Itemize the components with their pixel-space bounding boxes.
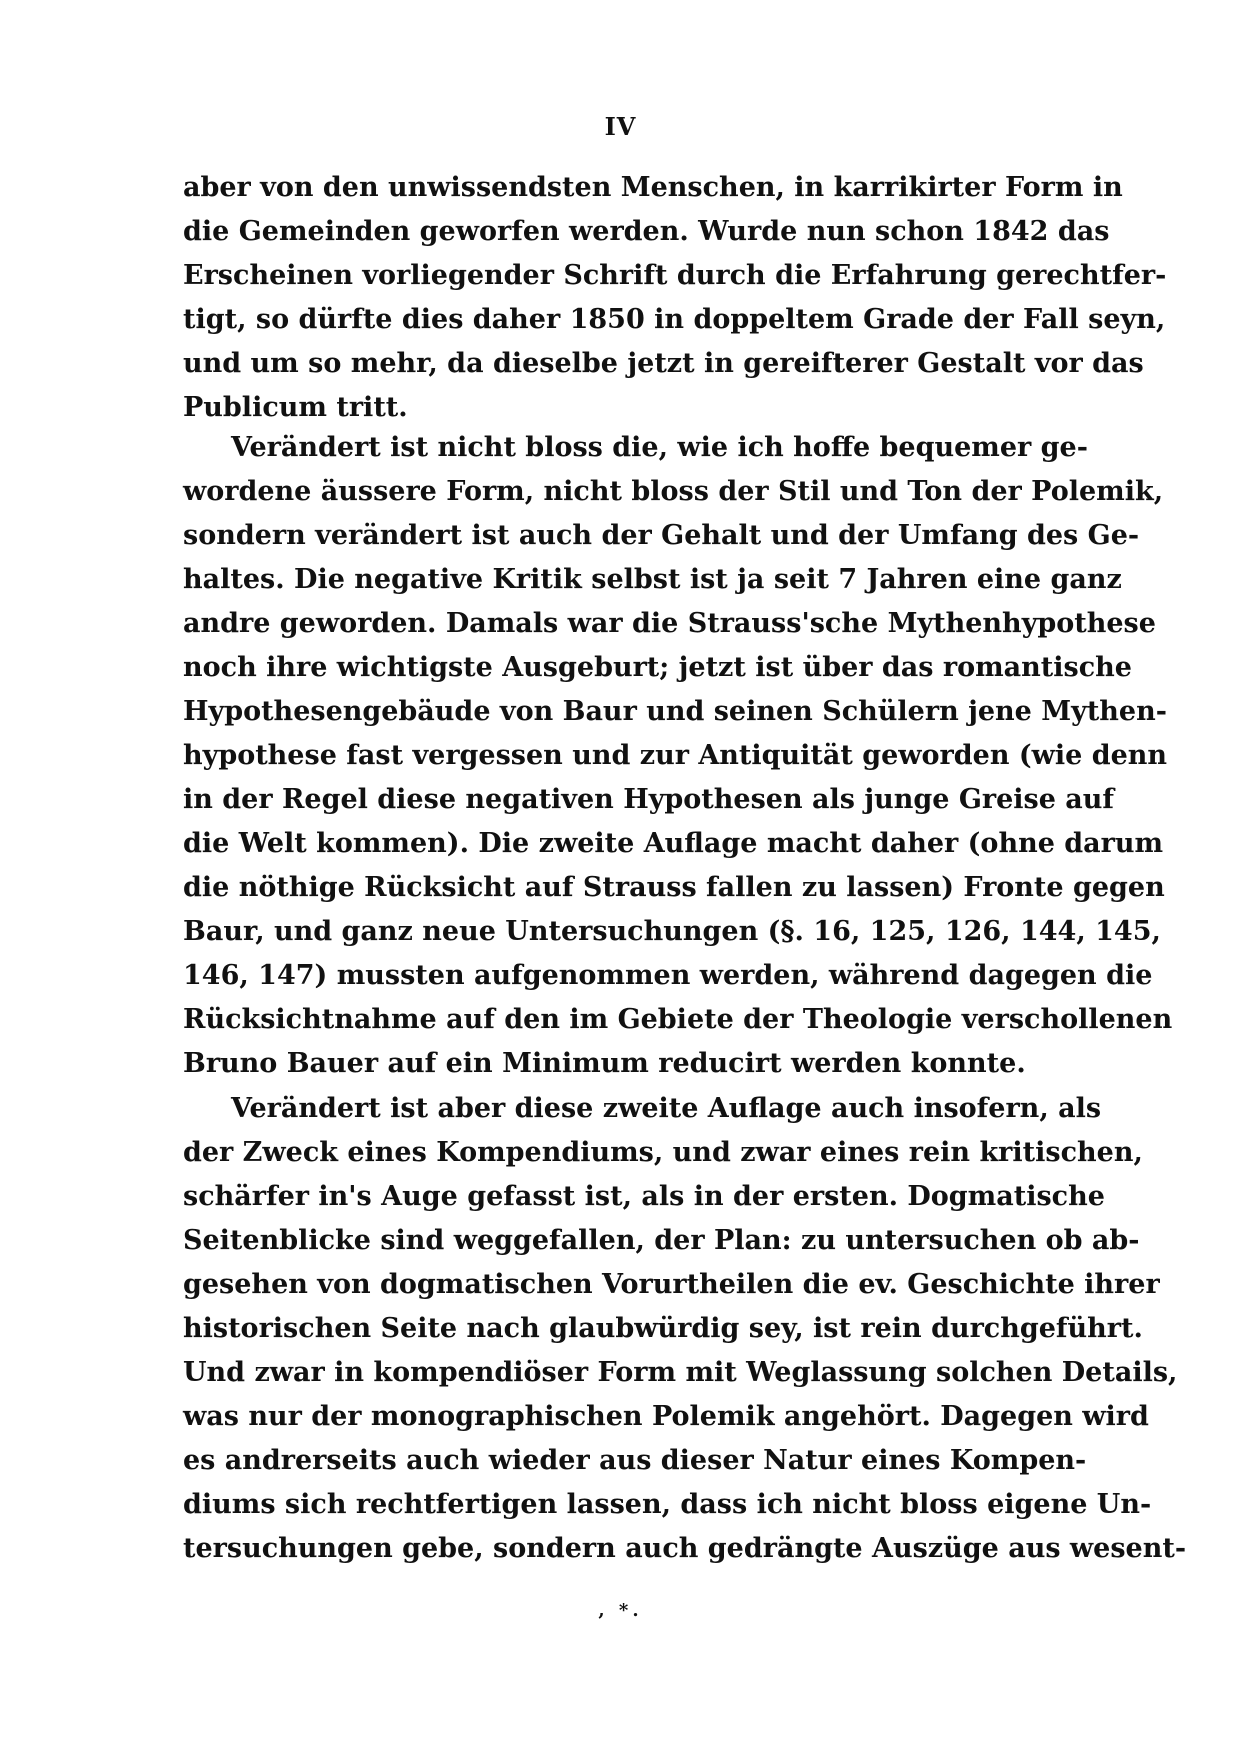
text-line: haltes. Die negative Kritik selbst ist ja seit 7 Jahren eine ganz: [183, 564, 1122, 595]
text-line: wordene äussere Form, nicht bloss der Stil und Ton der Polemik,: [183, 476, 1164, 507]
text-line: Seitenblicke sind weggefallen, der Plan: zu untersuchen ob ab-: [183, 1225, 1140, 1256]
text-line: in der Regel diese negativen Hypothesen als junge Greise auf: [183, 784, 1115, 815]
text-line: Verändert ist aber diese zweite Auflage auch insofern, als: [231, 1093, 1102, 1124]
text-line: und um so mehr, da dieselbe jetzt in gereifterer Gestalt vor das: [183, 348, 1144, 379]
text-line: Bruno Bauer auf ein Minimum reducirt werden konnte.: [183, 1048, 1026, 1079]
paragraph-2: [183, 426, 1173, 1086]
text-line: Baur, und ganz neue Untersuchungen (§. 16, 125, 126, 144, 145,: [183, 916, 1161, 947]
text-line: gesehen von dogmatischen Vorurtheilen die ev. Geschichte ihrer: [183, 1269, 1160, 1300]
text-line: die Gemeinden geworfen werden. Wurde nun schon 1842 das: [183, 216, 1110, 247]
text-line: aber von den unwissendsten Menschen, in karrikirter Form in: [183, 172, 1123, 203]
text-line: die nöthige Rücksicht auf Strauss fallen zu lassen) Fronte gegen: [183, 872, 1165, 903]
signature-mark: , *.: [598, 1600, 643, 1621]
text-line: der Zweck eines Kompendiums, und zwar eines rein kritischen,: [183, 1137, 1143, 1168]
page-number: IV: [604, 112, 637, 141]
text-line: Und zwar in kompendiöser Form mit Weglassung solchen Details,: [183, 1357, 1178, 1388]
text-line: Hypothesengebäude von Baur und seinen Schülern jene Mythen-: [183, 696, 1167, 727]
text-line: schärfer in's Auge gefasst ist, als in der ersten. Dogmatische: [183, 1181, 1105, 1212]
text-line: Verändert ist nicht bloss die, wie ich hoffe bequemer ge-: [231, 432, 1088, 463]
text-line: was nur der monographischen Polemik angehört. Dagegen wird: [183, 1401, 1149, 1432]
text-line: Erscheinen vorliegender Schrift durch die Erfahrung gerechtfer-: [183, 260, 1167, 291]
text-line: tersuchungen gebe, sondern auch gedrängte Auszüge aus wesent-: [183, 1533, 1187, 1564]
paragraph-1: [183, 166, 1167, 430]
text-line: die Welt kommen). Die zweite Auflage macht daher (ohne darum: [183, 828, 1164, 859]
text-line: Rücksichtnahme auf den im Gebiete der Theologie verschollenen: [183, 1004, 1173, 1035]
text-line: andre geworden. Damals war die Strauss'sche Mythenhypothese: [183, 608, 1156, 639]
text-line: Publicum tritt.: [183, 392, 408, 423]
text-line: tigt, so dürfte dies daher 1850 in doppeltem Grade der Fall seyn,: [183, 304, 1166, 335]
text-line: hypothese fast vergessen und zur Antiquität geworden (wie denn: [183, 740, 1168, 771]
text-line: sondern verändert ist auch der Gehalt und der Umfang des Ge-: [183, 520, 1140, 551]
text-line: es andrerseits auch wieder aus dieser Natur eines Kompen-: [183, 1445, 1087, 1476]
paragraph-3: [183, 1087, 1187, 1571]
text-line: diums sich rechtfertigen lassen, dass ich nicht bloss eigene Un-: [183, 1489, 1152, 1520]
text-line: 146, 147) mussten aufgenommen werden, während dagegen die: [183, 960, 1153, 991]
text-line: historischen Seite nach glaubwürdig sey, ist rein durchgeführt.: [183, 1313, 1143, 1344]
text-line: noch ihre wichtigste Ausgeburt; jetzt ist über das romantische: [183, 652, 1132, 683]
